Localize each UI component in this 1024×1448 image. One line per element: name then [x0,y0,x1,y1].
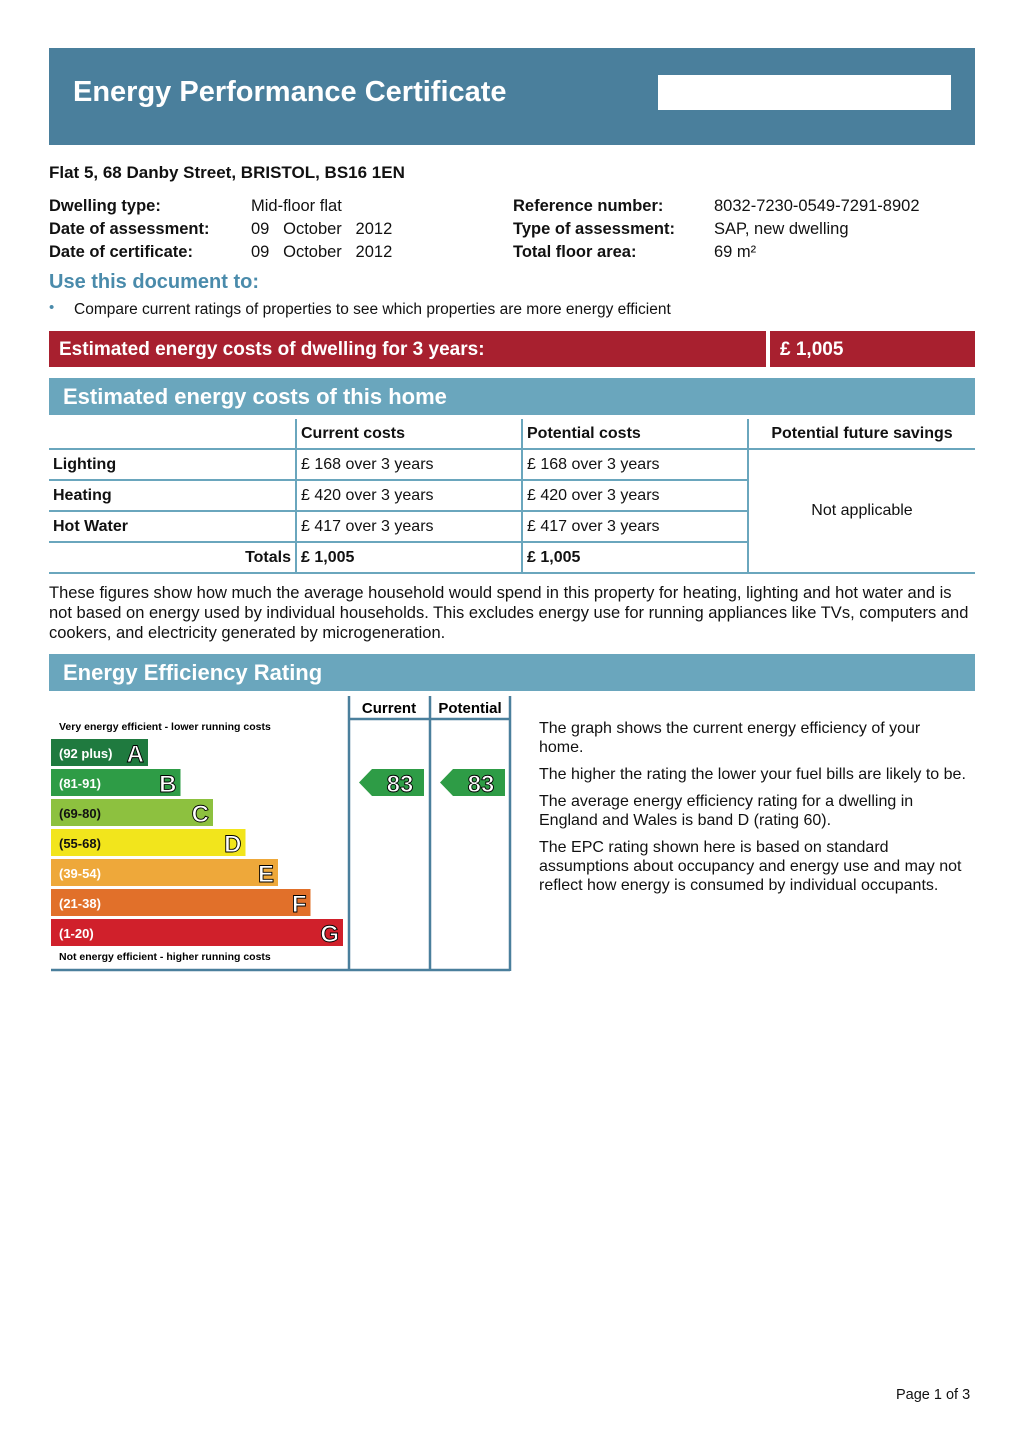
band-letter: A [126,741,144,768]
detail-row [49,218,392,241]
row-label: Heating [49,480,296,511]
potential-cost: £ 417 over 3 years [522,511,748,542]
band-range-label: (55-68) [59,836,101,851]
table-row [49,449,975,480]
detail-value: 8032-7230-0549-7291-8902 [714,197,920,215]
estimated-cost-label: Estimated energy costs of dwelling for 3 years: [59,339,485,360]
details-left [49,195,392,264]
detail-value: 09 October 2012 [251,220,393,238]
current-cost: £ 417 over 3 years [296,511,522,542]
detail-value: Mid-floor flat [251,197,342,215]
band-range-label: (69-80) [59,806,101,821]
column-header: Current costs [296,419,522,449]
band-letter: G [320,921,339,948]
use-document-heading: Use this document to: [49,271,260,293]
current-cost: £ 420 over 3 years [296,480,522,511]
row-label: Hot Water [49,511,296,542]
rating-paragraph: The higher the rating the lower your fuel bills are likely to be. [539,766,966,783]
section-heading: Estimated energy costs of this home [63,384,447,409]
potential-column-header: Potential [438,700,502,717]
column-header: Potential future savings [748,419,975,449]
detail-value: SAP, new dwelling [714,220,849,238]
detail-row [49,241,392,264]
table-header-row [49,419,975,449]
detail-label: Date of certificate: [49,243,193,261]
totals-label: Totals [49,542,296,573]
detail-label: Type of assessment: [513,220,676,238]
band-letter: C [191,801,209,828]
detail-value: 69 m² [714,243,757,261]
column-header: Potential costs [522,419,748,449]
figures-note: These figures show how much the average household would spend in this property for heating, lighting and hot water and is not based on energy used by individual households. This excludes energy use for running appliances like TVs, computers and cookers, and electricity generated by microgeneration. [49,584,969,642]
page-title: Energy Performance Certificate [73,76,507,108]
detail-row [513,195,920,218]
current-rating-value: 83 [386,771,414,798]
band-letter: F [291,891,307,918]
detail-label: Reference number: [513,197,664,215]
estimated-cost-bar [49,331,766,367]
top-caption: Very energy efficient - lower running costs [59,721,271,733]
rating-paragraph: The average energy efficiency rating for a dwelling in England and Wales is band D (rating 60). [539,793,914,829]
section-heading: Energy Efficiency Rating [63,660,323,685]
header-blank-box [658,75,951,110]
rating-markers [359,769,505,798]
estimated-cost-value: £ 1,005 [780,339,844,360]
current-cost: £ 168 over 3 years [296,449,522,480]
band-range-label: (81-91) [59,776,101,791]
rating-bands [51,739,343,948]
band-letter: E [257,861,274,888]
bottom-caption: Not energy efficient - higher running costs [59,951,271,963]
detail-label: Date of assessment: [49,220,210,238]
costs-table [49,419,975,574]
rating-paragraph: The EPC rating shown here is based on standard assumptions about occupancy and energy use and may not reflect how energy is consumed by individual occupants. [539,839,962,894]
band-letter: B [159,771,177,798]
property-address: Flat 5, 68 Danby Street, BRISTOL, BS16 1EN [49,163,405,182]
detail-value: 09 October 2012 [251,243,393,261]
potential-savings: Not applicable [748,449,975,573]
potential-rating-value: 83 [467,771,495,798]
rating-section-band [49,654,975,691]
band-range-label: (1-20) [59,926,94,941]
column-header [49,419,296,449]
current-column-header: Current [361,700,417,717]
totals-current: £ 1,005 [296,542,522,573]
rating-explanation [539,719,969,903]
band-g-bar [51,919,343,946]
detail-row [513,241,920,264]
detail-row [513,218,920,241]
header-banner [49,48,975,145]
detail-row [49,195,392,218]
row-label: Lighting [49,449,296,480]
band-letter: D [224,831,242,858]
detail-label: Total floor area: [513,243,637,261]
costs-section-band [49,378,975,415]
bullet-icon: • [49,299,55,316]
band-range-label: (21-38) [59,896,101,911]
use-document-item: Compare current ratings of properties to see which properties are more energy efficient [74,301,671,318]
rating-paragraph: The graph shows the current energy efficiency of your home. [539,720,921,756]
estimated-cost-value-box [770,331,975,367]
band-range-label: (92 plus) [59,746,113,761]
potential-cost: £ 420 over 3 years [522,480,748,511]
energy-rating-chart [49,696,513,974]
detail-label: Dwelling type: [49,197,161,215]
potential-cost: £ 168 over 3 years [522,449,748,480]
details-right [513,195,920,264]
band-range-label: (39-54) [59,866,101,881]
page-number: Page 1 of 3 [896,1387,971,1403]
totals-potential: £ 1,005 [522,542,748,573]
